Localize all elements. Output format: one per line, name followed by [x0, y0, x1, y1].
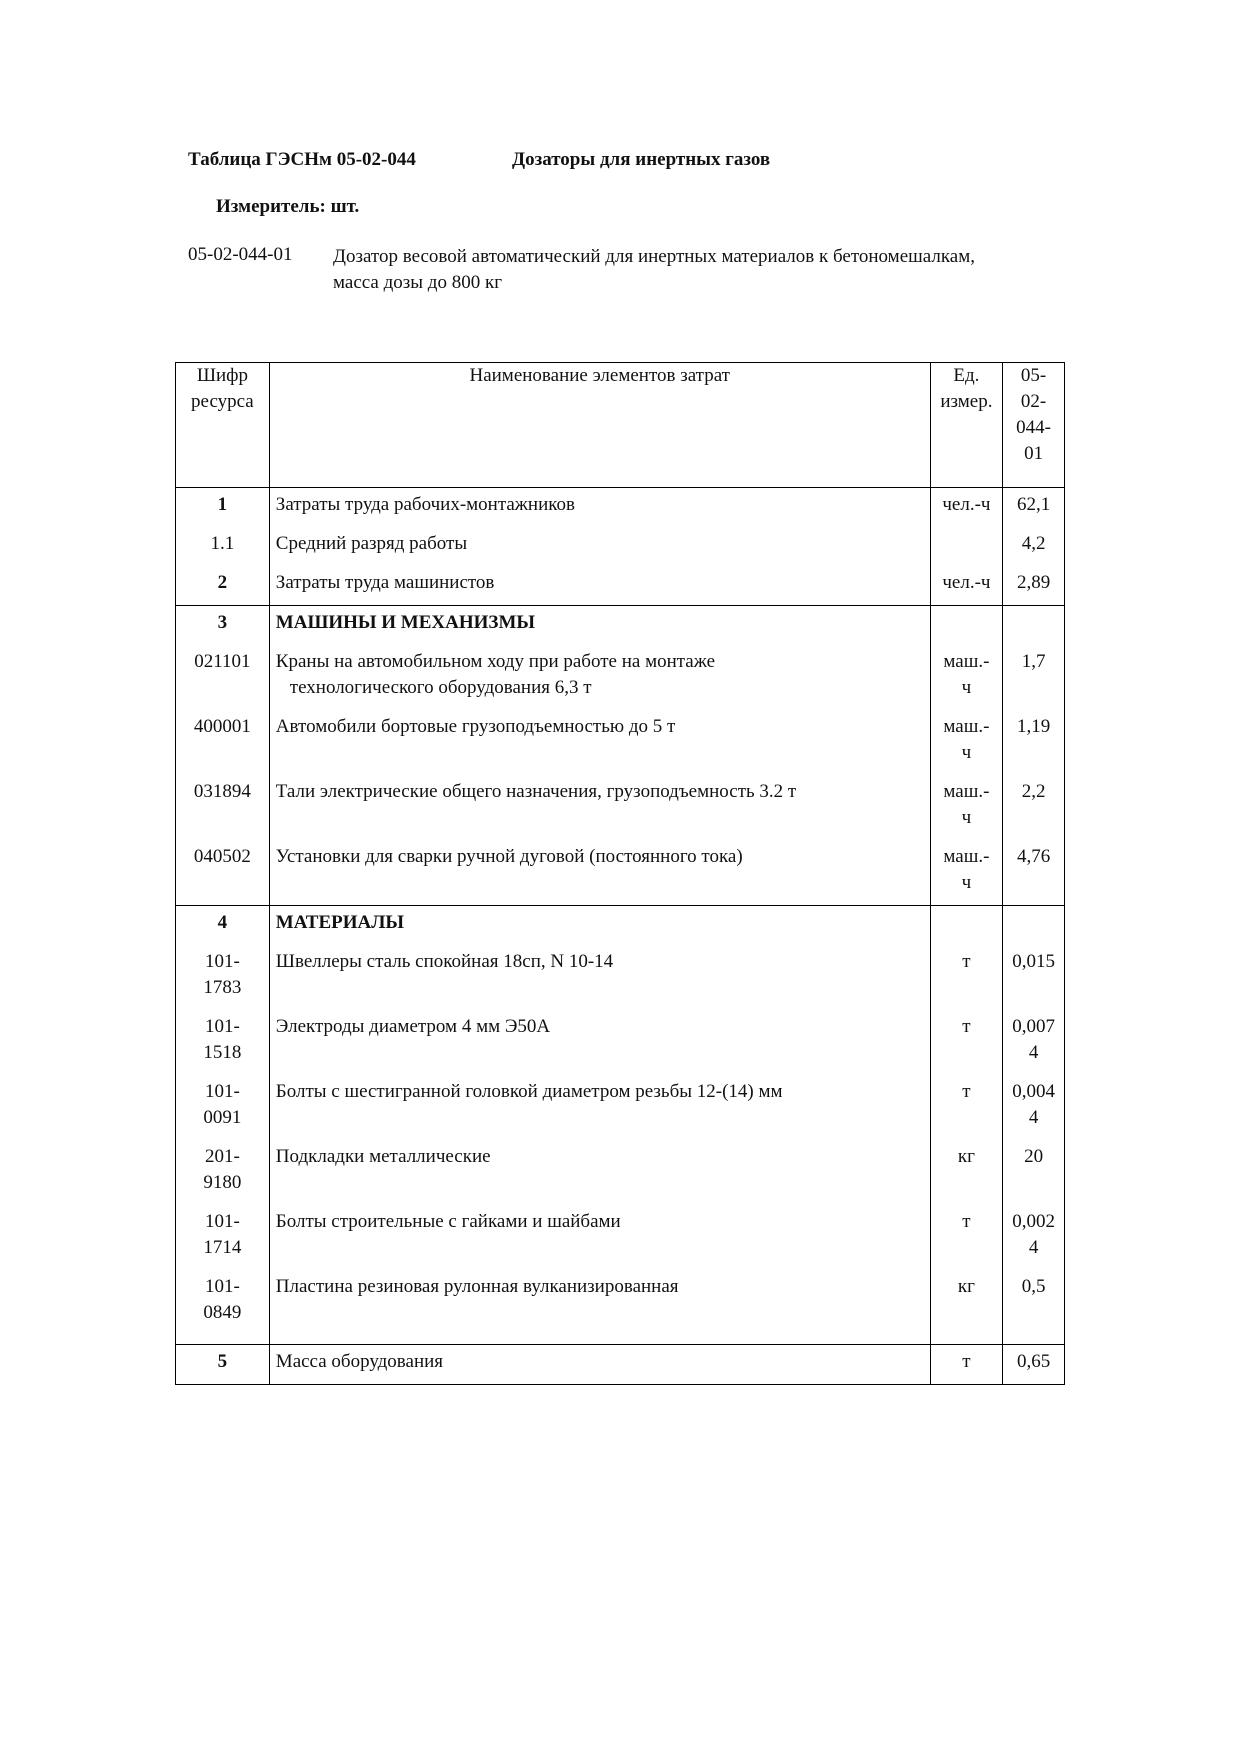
row-value: 20 — [1003, 1140, 1065, 1205]
table-row — [176, 1010, 1065, 1075]
row-unit — [930, 527, 1002, 566]
item-description-line2: масса дозы до 800 кг — [333, 272, 502, 293]
row-code-line2: 1518 — [203, 1042, 242, 1063]
item-description-line1: Дозатор весовой автоматический для инертных материалов к бетономешалкам, — [333, 246, 976, 267]
row-unit — [930, 906, 1002, 946]
header-name: Наименование элементов затрат — [269, 363, 930, 488]
row-name: Затраты труда рабочих-монтажников — [269, 488, 930, 528]
row-unit-line2: ч — [961, 807, 972, 828]
row-value: 1,7 — [1003, 645, 1065, 710]
header-unit — [930, 363, 1002, 488]
row-code-line1: 101- — [204, 1016, 240, 1037]
row-code-line1: 101- — [204, 1276, 240, 1297]
table-title: Таблица ГЭСНм 05-02-044 — [188, 149, 416, 170]
row-unit: т — [930, 1075, 1002, 1140]
table-row-group-heading — [176, 606, 1065, 646]
row-unit: т — [930, 1010, 1002, 1075]
row-name: Средний разряд работы — [269, 527, 930, 566]
row-value: 2,89 — [1003, 566, 1065, 606]
row-name: Масса оборудования — [269, 1345, 930, 1385]
row-unit: т — [930, 1205, 1002, 1270]
row-code-line1: 101- — [204, 1211, 240, 1232]
row-code: 1 — [176, 488, 270, 528]
row-code-line1: 201- — [204, 1146, 240, 1167]
header-code — [176, 363, 270, 488]
row-code — [176, 1205, 270, 1270]
row-code: 5 — [176, 1345, 270, 1385]
row-code-line2: 0849 — [203, 1302, 242, 1323]
table-row — [176, 1270, 1065, 1345]
header-unit-line1: Ед. — [953, 365, 980, 386]
table-row-group-heading — [176, 906, 1065, 946]
row-unit — [930, 710, 1002, 775]
row-name: Электроды диаметром 4 мм Э50А — [269, 1010, 930, 1075]
row-code — [176, 1075, 270, 1140]
row-unit — [930, 606, 1002, 646]
table-row — [176, 840, 1065, 906]
row-unit: т — [930, 945, 1002, 1010]
row-value — [1003, 906, 1065, 946]
row-code: 021101 — [176, 645, 270, 710]
row-unit: т — [930, 1345, 1002, 1385]
row-code: 3 — [176, 606, 270, 646]
row-unit-line1: маш.- — [943, 846, 990, 867]
row-unit: чел.-ч — [930, 566, 1002, 606]
row-value-line2: 4 — [1028, 1107, 1039, 1128]
row-name: Установки для сварки ручной дуговой (постоянного тока) — [269, 840, 930, 906]
row-code-line2: 1714 — [203, 1237, 242, 1258]
row-code-line1: 101- — [204, 1081, 240, 1102]
row-value-line1: 0,002 — [1012, 1211, 1055, 1232]
row-name: Швеллеры сталь спокойная 18сп, N 10-14 — [269, 945, 930, 1010]
row-name: Автомобили бортовые грузоподъемностью до 5 т — [269, 710, 930, 775]
row-name-line1: Краны на автомобильном ходу при работе на монтаже — [275, 651, 716, 672]
table-row — [176, 488, 1065, 528]
table-name: Дозаторы для инертных газов — [512, 149, 771, 170]
row-value-line1: 0,004 — [1012, 1081, 1055, 1102]
row-value-line2: 4 — [1028, 1042, 1039, 1063]
row-value: 4,2 — [1003, 527, 1065, 566]
item-code: 05-02-044-01 — [188, 244, 293, 265]
table-row — [176, 527, 1065, 566]
row-value: 0,5 — [1003, 1270, 1065, 1345]
table-row — [176, 1075, 1065, 1140]
header-value-line3: 044- — [1016, 417, 1051, 438]
row-code — [176, 1270, 270, 1345]
row-code — [176, 945, 270, 1010]
row-value — [1003, 1010, 1065, 1075]
row-unit: чел.-ч — [930, 488, 1002, 528]
row-value-line2: 4 — [1028, 1237, 1039, 1258]
row-value — [1003, 606, 1065, 646]
row-name: Затраты труда машинистов — [269, 566, 930, 606]
row-unit: кг — [930, 1270, 1002, 1345]
row-code-line1: 101- — [204, 951, 240, 972]
table-row — [176, 775, 1065, 840]
row-unit-line1: маш.- — [943, 716, 990, 737]
row-code-line2: 1783 — [203, 977, 242, 998]
row-name: Тали электрические общего назначения, грузоподъемность 3.2 т — [269, 775, 930, 840]
table-row — [176, 1140, 1065, 1205]
row-unit-line2: ч — [961, 742, 972, 763]
table-row — [176, 945, 1065, 1010]
row-code — [176, 1010, 270, 1075]
row-name: Подкладки металлические — [269, 1140, 930, 1205]
header-value-line4: 01 — [1024, 443, 1044, 464]
row-name: Болты строительные с гайками и шайбами — [269, 1205, 930, 1270]
row-code: 4 — [176, 906, 270, 946]
row-code-line2: 9180 — [203, 1172, 242, 1193]
header-code-line1: Шифр — [196, 365, 248, 386]
row-value — [1003, 1075, 1065, 1140]
table-row — [176, 645, 1065, 710]
row-unit-line2: ч — [961, 872, 972, 893]
table-row — [176, 566, 1065, 606]
row-value: 0,015 — [1003, 945, 1065, 1010]
row-unit-line1: маш.- — [943, 651, 990, 672]
row-code: 1.1 — [176, 527, 270, 566]
row-value: 4,76 — [1003, 840, 1065, 906]
table-row — [176, 1345, 1065, 1385]
norm-table — [175, 362, 1065, 1385]
header-value-line2: 02- — [1020, 391, 1047, 412]
row-code: 2 — [176, 566, 270, 606]
row-code-line2: 0091 — [203, 1107, 242, 1128]
row-value — [1003, 1205, 1065, 1270]
row-name: Болты с шестигранной головкой диаметром резьбы 12-(14) мм — [269, 1075, 930, 1140]
row-value: 2,2 — [1003, 775, 1065, 840]
header-value-line1: 05- — [1020, 365, 1047, 386]
row-unit-line1: маш.- — [943, 781, 990, 802]
table-row — [176, 1205, 1065, 1270]
row-value: 1,19 — [1003, 710, 1065, 775]
table-row — [176, 710, 1065, 775]
row-unit: кг — [930, 1140, 1002, 1205]
row-code: 040502 — [176, 840, 270, 906]
meter-label: Измеритель: шт. — [216, 196, 360, 217]
row-name-line2: технологического оборудования 6,3 т — [289, 677, 592, 698]
row-value: 62,1 — [1003, 488, 1065, 528]
row-name — [269, 645, 930, 710]
table-header-row — [176, 363, 1065, 488]
row-name: МАШИНЫ И МЕХАНИЗМЫ — [269, 606, 930, 646]
header-unit-line2: измер. — [940, 391, 993, 412]
row-name: Пластина резиновая рулонная вулканизированная — [269, 1270, 930, 1345]
row-name: МАТЕРИАЛЫ — [269, 906, 930, 946]
header-value — [1003, 363, 1065, 488]
row-value-line1: 0,007 — [1012, 1016, 1055, 1037]
row-code — [176, 1140, 270, 1205]
row-unit — [930, 840, 1002, 906]
item-description — [333, 244, 1073, 296]
header-code-line2: ресурса — [191, 391, 254, 412]
row-unit — [930, 775, 1002, 840]
row-code: 400001 — [176, 710, 270, 775]
row-unit-line2: ч — [961, 677, 972, 698]
row-value: 0,65 — [1003, 1345, 1065, 1385]
row-code: 031894 — [176, 775, 270, 840]
row-unit — [930, 645, 1002, 710]
